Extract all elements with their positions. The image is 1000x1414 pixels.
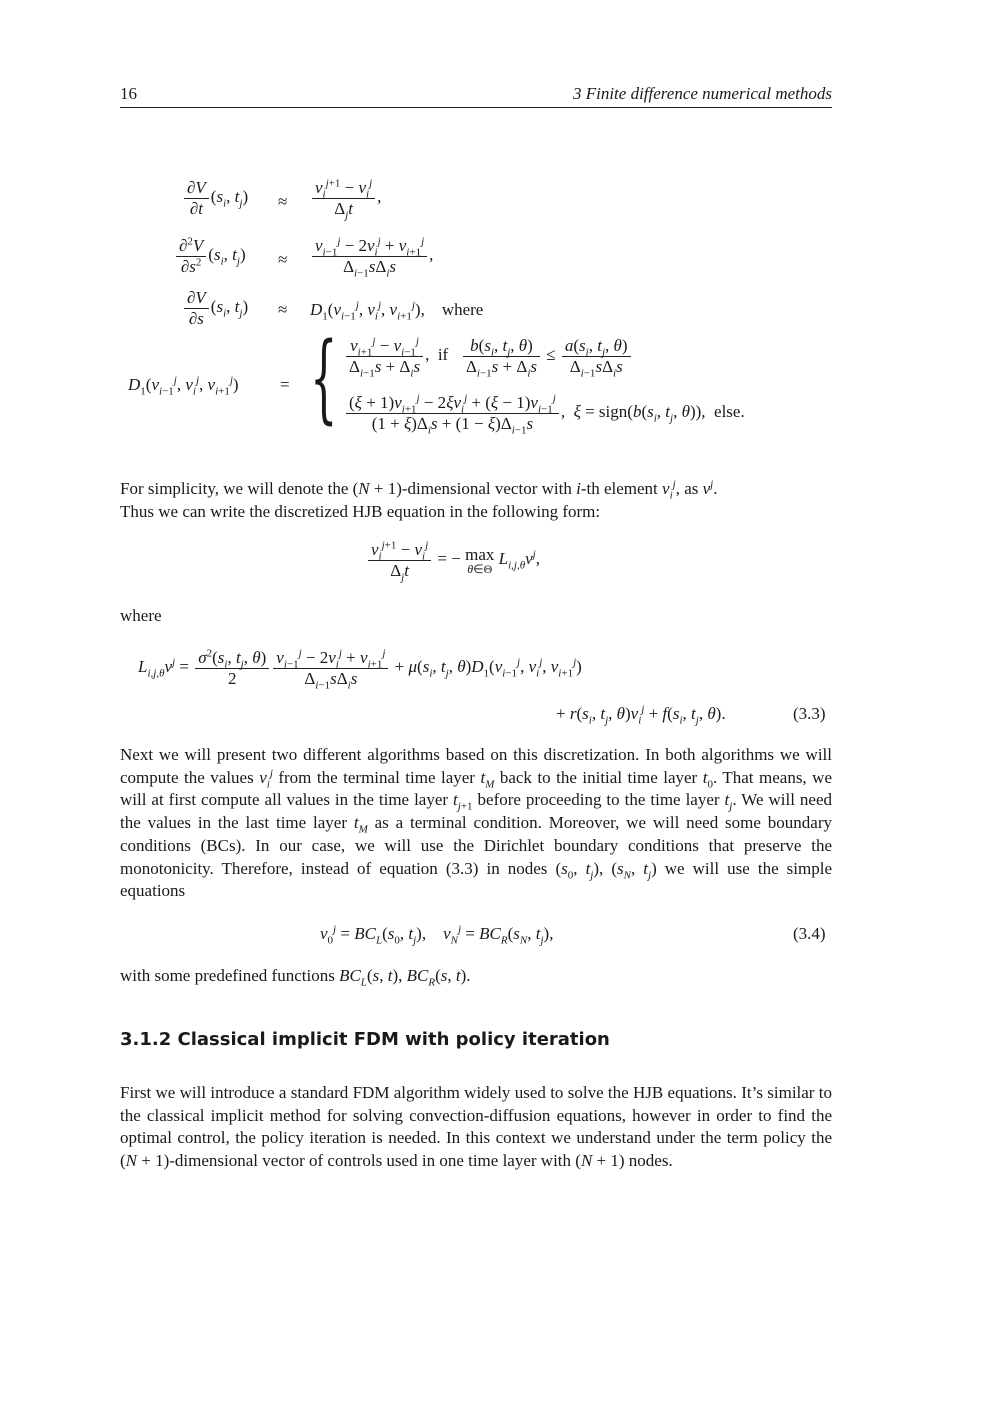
paragraph-bc-functions: with some predefined functions $BC_L(s$, t), $BC_R(s$, t). [120,966,471,989]
approx-sign-2: ≈ [278,250,288,269]
section-heading: 3.1.2 Classical implicit FDM with policy iteration [120,1029,610,1050]
equation-dv-dt-rhs: $\frac{v_i^{j+1} - v_i^j}{\Delta_jt}$ , [310,178,381,218]
d1-definition-lhs: $D_1(v_{i-1}^j$, $v_i^j$, $v_{i+1}^j$) [128,374,239,398]
equation-l-operator: $L_{i,j,\theta}v^j$ = $\frac{\sigma^2(s_i, t_j, \theta)}{2}$ $\frac{v_{i-1}^j - 2v_i^j + v_{i+1}^j}{\Delta_{i-1}s\Delta_is}$ + $\mu(s_i$, $t_j$, $\theta)D_1(v_{i-1}^j$, $v_i^j$, $v_{i+1}^j$) [138,647,582,691]
else-label: else. [714,401,745,421]
header-rule [120,107,832,108]
d1-case-2: $\frac{(\xi + 1)v_{i+1}^j - 2\xi v_i^j + (\xi - 1)v_{i-1}^j}{(1 + \xi)\Delta_is + (1 - \xi)\Delta_{i-1}s}$ , $\xi = sign(b(s_i$, $t_j$, θ)), else. [344,393,745,433]
equation-discretized-hjb: $\frac{v_i^{j+1} - v_i^j}{\Delta_jt}$ = − max θ∈Θ $L_{i,j,\theta}v^j$, [366,540,540,580]
equation-dv-ds: $\frac{\partial V}{\partial s}$ ($s_i$, $t_j$) [182,288,248,328]
paragraph-notation: For simplicity, we will denote the (N + 1)-dimensional vector with i-th element $v_i^j$, as $v^j$. Thus we can write the discretized HJB equation in the following form: [120,478,718,521]
equals-sign-d1: = [280,375,290,394]
equation-dv-dt: $\frac{\partial V}{\partial t}$ ($s_i$, $t_j$) [182,178,248,218]
equation-d2v-ds2: $\frac{\partial^2V}{\partial s^2}$ ($s_i$, $t_j$) [174,236,246,276]
left-brace: { [310,322,338,434]
page-number: 16 [120,84,137,103]
equation-number-3-3: (3.3) [793,704,826,723]
d1-case-1: $\frac{v_{i+1}^j - v_{i-1}^j}{\Delta_{i-1}s + \Delta_is}$ , if $\frac{b(s_i, t_j, \theta)}{\Delta_{i-1}s + \Delta_is}$ ≤ $\frac{a(s_i, t_j, \theta)}{\Delta_{i-1}s\Delta_is}$ [344,336,633,376]
paragraph-fdm-intro: First we will introduce a standard FDM algorithm widely used to solve the HJB equations. It’s similar to the classical implicit method for solving convection-diffusion equations, however in order to find the optimal control, the policy iteration is needed. In this context we understand under the term policy the (N + 1)-dimensional vector of controls used in one time layer with (N + 1) nodes. [120,1083,832,1171]
if-label: if [437,344,449,364]
approx-sign-1: ≈ [278,192,288,211]
equation-boundary: $v_0^j = BC_L(s_0$, $t_j$), $v_N^j = BC_R(s_N$, $t_j$), [320,923,554,947]
approx-sign-3: ≈ [278,300,288,319]
where-label: where [441,300,484,319]
equation-dv-ds-rhs: $D_1(v_{i-1}^j$, $v_i^j$, $v_{i+1}^j$), where [310,299,484,323]
equation-l-operator-cont: + $r(s_i$, $t_j$, $\theta)v_i^j + f(s_i$, $t_j$, θ). [556,703,726,727]
paragraph-algorithms: Next we will present two different algorithms based on this discretization. In both algorithms we will compute the values $v_i^j$ from the terminal time layer $t_M$ back to the initial time layer $t_0$. That means, we will at first compute all values in the time layer $t_{j+1}$ before proceeding to the time layer $t_j$. We will need the values in the last time layer $t_M$ as a terminal condition. Moreover, we will need some boundary conditions (BCs). In our case, we will use the Dirichlet boundary conditions that preserve the monotonicity. Therefore, instead of equation (3.3) in nodes ($s_0$, $t_j$), ($s_N$, $t_j$) we will use the simple equations [120,745,833,901]
where-paragraph: where [120,606,162,625]
equation-d2v-ds2-rhs: $\frac{v_{i-1}^j - 2v_i^j + v_{i+1}^j}{\Delta_{i-1}s\Delta_is}$ , [310,236,433,276]
running-title: 3 Finite difference numerical methods [572,84,832,103]
equation-number-3-4: (3.4) [793,924,826,943]
